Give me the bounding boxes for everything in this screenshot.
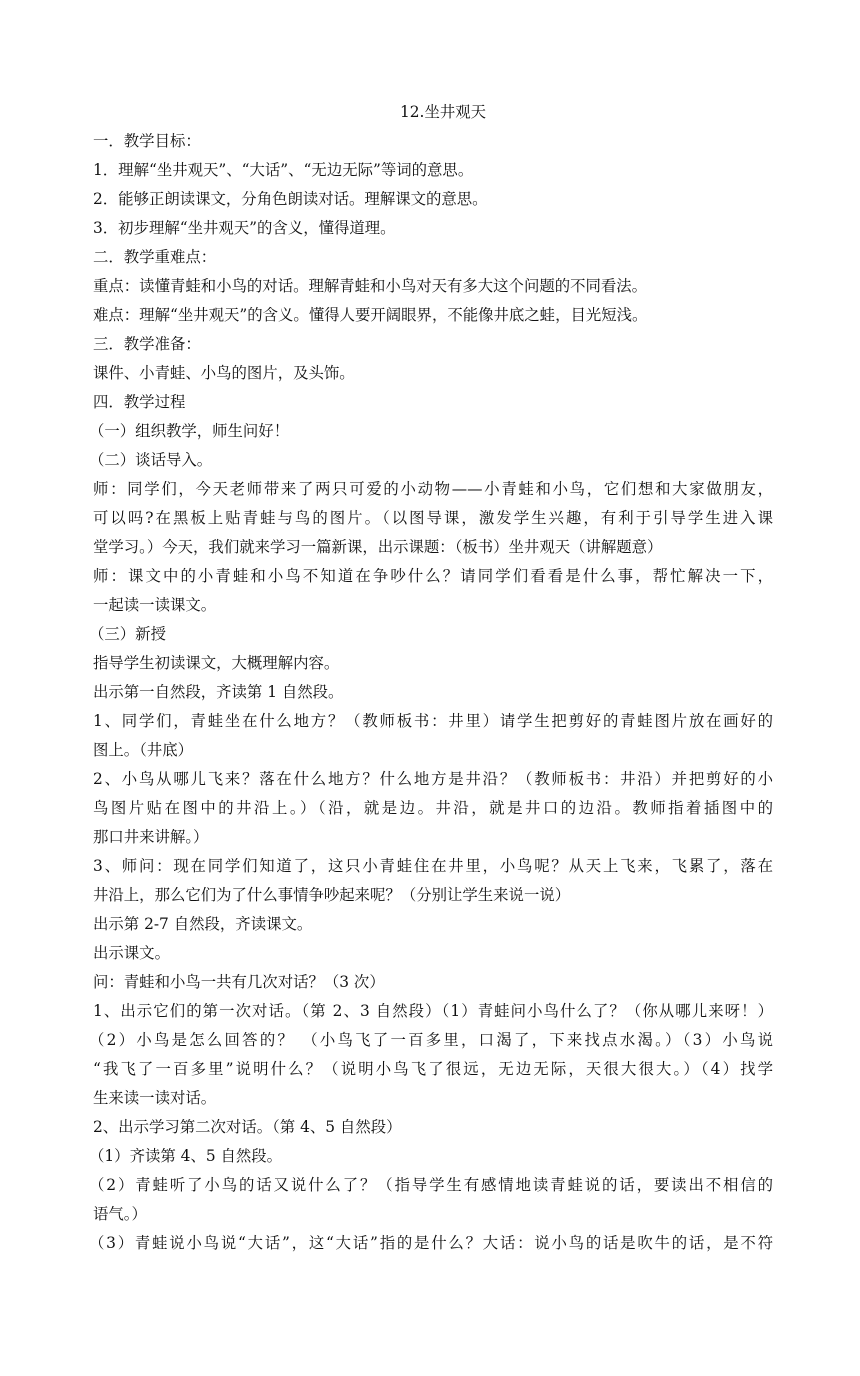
- paragraph-line: （一）组织教学，师生问好！: [89, 422, 290, 440]
- paragraph-line: 四．教学过程: [93, 393, 186, 411]
- paragraph-line: 1、出示它们的第一次对话。（第 2、3 自然段）（1）青蛙问小鸟什么了？（你从哪儿来呀！）: [93, 1002, 773, 1020]
- paragraph-line: 语气。）: [93, 1205, 147, 1223]
- paragraph-line: 2、小鸟从哪儿飞来？落在什么地方？什么地方是井沿？（教师板书：井沿）并把剪好的小: [93, 770, 773, 788]
- paragraph-line: 鸟图片贴在图中的井沿上。）（沿，就是边。井沿，就是井口的边沿。教师指着插图中的: [93, 799, 773, 817]
- paragraph-line: （3）青蛙说小鸟说“大话”，这“大话”指的是什么？大话：说小鸟的话是吹牛的话，是不符: [89, 1234, 773, 1252]
- paragraph-line: 课件、小青蛙、小鸟的图片，及头饰。: [93, 364, 355, 382]
- paragraph-line: 3、师问：现在同学们知道了，这只小青蛙住在井里，小鸟呢？从天上飞来，飞累了，落在: [93, 857, 773, 875]
- paragraph-line: 出示课文。: [93, 944, 170, 962]
- paragraph-line: 二．教学重难点：: [93, 248, 217, 266]
- paragraph-line: 重点：读懂青蛙和小鸟的对话。理解青蛙和小鸟对天有多大这个问题的不同看法。: [93, 277, 648, 295]
- paragraph-line: （2）小鸟是怎么回答的？ （小鸟飞了一百多里，口渴了，下来找点水渴。）（3）小鸟说: [89, 1031, 773, 1049]
- paragraph-line: 3．初步理解“坐井观天”的含义，懂得道理。: [93, 219, 396, 237]
- paragraph-line: 难点：理解“坐井观天”的含义。懂得人要开阔眼界，不能像井底之蛙，目光短浅。: [93, 306, 648, 324]
- paragraph-line: 一起读一读课文。: [93, 596, 217, 614]
- paragraph-line: “我飞了一百多里”说明什么？（说明小鸟飞了很远，无边无际，天很大很大。）（4）找学: [93, 1060, 773, 1078]
- document-title: 12.坐井观天: [399, 103, 487, 121]
- paragraph-line: 1．理解“坐井观天”、“大话”、“无边无际”等词的意思。: [93, 161, 474, 179]
- paragraph-line: 图上。（井底）: [93, 741, 194, 759]
- paragraph-line: （二）谈话导入。: [89, 451, 213, 469]
- paragraph-line: （2）青蛙听了小鸟的话又说什么了？（指导学生有感情地读青蛙说的话，要读出不相信的: [89, 1176, 773, 1194]
- paragraph-line: 那口井来讲解。）: [93, 828, 209, 846]
- paragraph-line: 2、出示学习第二次对话。（第 4、5 自然段）: [93, 1118, 402, 1136]
- paragraph-line: 师：同学们，今天老师带来了两只可爱的小动物——小青蛙和小鸟，它们想和大家做朋友，: [93, 480, 773, 498]
- paragraph-line: 师：课文中的小青蛙和小鸟不知道在争吵什么？请同学们看看是什么事，帮忙解决一下，: [93, 567, 773, 585]
- document-page: [89, 98, 773, 1258]
- paragraph-line: 出示第一自然段，齐读第 1 自然段。: [93, 683, 344, 701]
- paragraph-line: 2．能够正朗读课文，分角色朗读对话。理解课文的意思。: [93, 190, 488, 208]
- paragraph-line: 井沿上，那么它们为了什么事情争吵起来呢？（分别让学生来说一说）: [93, 886, 571, 904]
- paragraph-line: 可以吗?在黑板上贴青蛙与鸟的图片。（以图导课，激发学生兴趣，有利于引导学生进入课: [93, 509, 773, 527]
- paragraph-line: （三）新授: [89, 625, 166, 643]
- paragraph-line: 一．教学目标：: [93, 132, 201, 150]
- paragraph-line: 三．教学准备：: [93, 335, 201, 353]
- paragraph-line: （1）齐读第 4、5 自然段。: [89, 1147, 283, 1165]
- paragraph-line: 生来读一读对话。: [93, 1089, 217, 1107]
- paragraph-line: 问：青蛙和小鸟一共有几次对话？（3 次）: [93, 973, 385, 991]
- paragraph-line: 出示第 2-7 自然段，齐读课文。: [93, 915, 313, 933]
- document-body: [89, 127, 773, 1258]
- paragraph-line: 1、同学们，青蛙坐在什么地方？（教师板书：井里）请学生把剪好的青蛙图片放在画好的: [93, 712, 773, 730]
- paragraph-line: 堂学习。）今天，我们就来学习一篇新课，出示课题：（板书）坐井观天（讲解题意）: [93, 538, 663, 556]
- paragraph-line: 指导学生初读课文，大概理解内容。: [93, 654, 340, 672]
